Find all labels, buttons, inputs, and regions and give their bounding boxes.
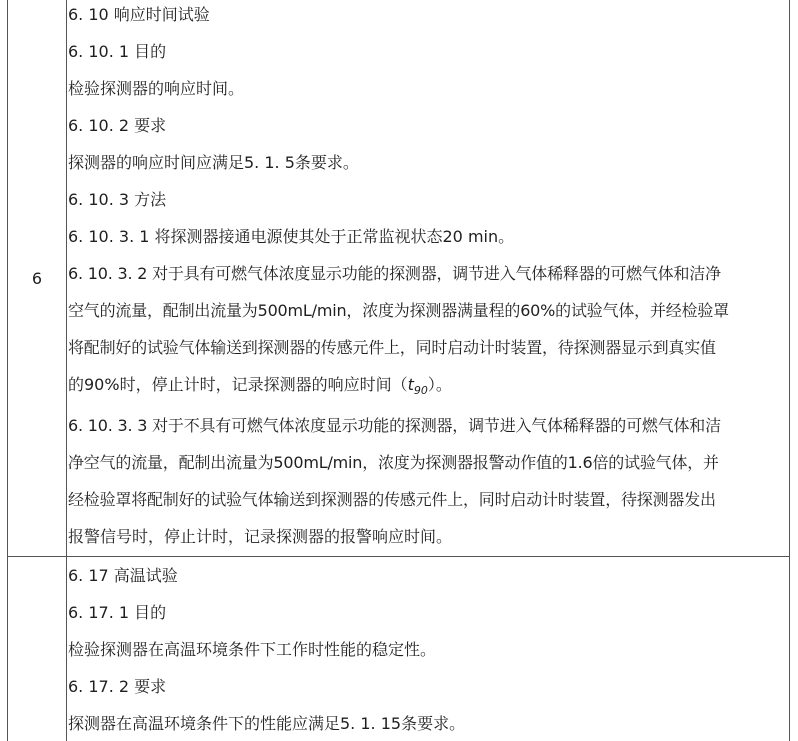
purpose-heading: 6. 17. 1 目的 xyxy=(68,603,167,622)
section-6-17 xyxy=(68,557,786,741)
paragraph-line: 的90%时，停止计时，记录探测器的响应时间$(t_{90})$。 xyxy=(68,375,452,397)
paragraph-line: 6. 10. 3. 3 对于不具有可燃气体浓度显示功能的探测器，调节进入气体稀释器的可燃气体和洁 xyxy=(68,416,721,435)
method-step-3 xyxy=(68,407,786,555)
requirement-heading: 6. 17. 2 要求 xyxy=(68,677,167,696)
table-border-right xyxy=(789,0,790,741)
paragraph-line: 将配制好的试验气体输送到探测器的传感元件上，同时启动计时装置，待探测器显示到真实值 xyxy=(68,338,716,357)
row-number: 6 xyxy=(31,268,43,288)
section-heading: 6. 10 响应时间试验 xyxy=(68,5,210,24)
paragraph-line: 净空气的流量，配制出流量为500mL/min，浓度为探测器报警动作值的1.6倍的试验气体，并 xyxy=(68,453,719,472)
section-heading: 6. 17 高温试验 xyxy=(68,566,178,585)
symbol-t: t xyxy=(407,375,414,394)
paragraph-line: 空气的流量，配制出流量为500mL/min，浓度为探测器满量程的60%的试验气体，并经检验罩 xyxy=(68,301,729,320)
purpose-text: 检验探测器的响应时间。 xyxy=(68,79,245,98)
requirement-text: 探测器在高温环境条件下的性能应满足5. 1. 15条要求。 xyxy=(68,714,466,733)
method-step-1: 6. 10. 3. 1 将探测器接通电源使其处于正常监视状态20 min。 xyxy=(68,227,515,246)
table-border-column xyxy=(66,0,67,741)
row-number-cell xyxy=(8,0,66,556)
section-6-10 xyxy=(68,0,786,555)
paragraph-line: 经检验罩将配制好的试验气体输送到探测器的传感元件上，同时启动计时装置，待探测器发出 xyxy=(68,490,716,509)
paragraph-line: 6. 10. 3. 2 对于具有可燃气体浓度显示功能的探测器，调节进入气体稀释器的可燃气体和洁净 xyxy=(68,264,721,283)
requirement-text: 探测器的响应时间应满足5. 1. 5条要求。 xyxy=(68,153,359,172)
requirement-heading: 6. 10. 2 要求 xyxy=(68,116,167,135)
method-step-2 xyxy=(68,255,786,403)
subscript-90: 90 xyxy=(413,384,428,397)
purpose-text: 检验探测器在高温环境条件下工作时性能的稳定性。 xyxy=(68,640,437,659)
method-heading: 6. 10. 3 方法 xyxy=(68,190,167,209)
paragraph-line: 报警信号时，停止计时，记录探测器的报警响应时间。 xyxy=(68,527,453,546)
purpose-heading: 6. 10. 1 目的 xyxy=(68,42,167,61)
